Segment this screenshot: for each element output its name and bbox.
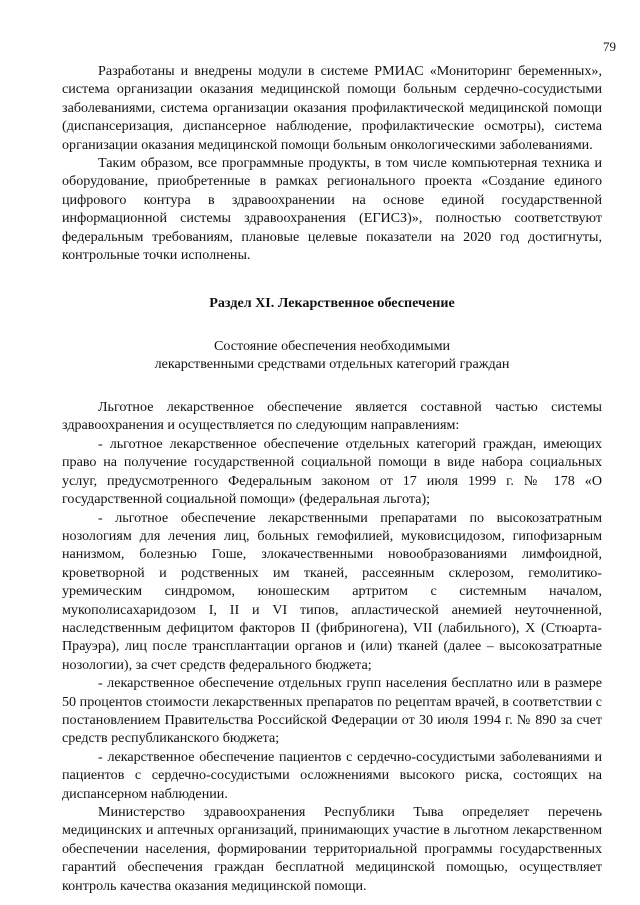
page-number: 79 <box>603 39 616 54</box>
list-item-high-cost-nosologies: - льготное обеспечение лекарственными препаратами по высокозатратным нозологиям для лечения лиц, больных гемофилией, муковисцидозом, гипофизарным нанизмом, болезнью Гоше, злокачественными новообразованиями лимфоидной, кроветворной и родственных им тканей, рассеянным склерозом, гемолитико-уремическим синдромом, юношеским артритом с системным началом, мукополисахаридозом I, II и VI типов, апластической анемией неуточненной, наследственным дефицитом факторов II (фибриногена), VII (лабильного), X (Стюарта-Прауэра), лиц после трансплантации органов и (или) тканей (далее – высокозатратные нозологии), за счет средств федерального бюджета; <box>62 509 602 673</box>
list-item-regional-benefit: - лекарственное обеспечение отдельных групп населения бесплатно или в размере 50 процентов стоимости лекарственных препаратов по рецептам врачей, в соответствии с постановлением Правительства Российской Федерации от 30 июля 1994 г. № 890 за счет средств республиканского бюджета; <box>62 675 602 747</box>
list-item-federal-benefit: - льготное лекарственное обеспечение отдельных категорий граждан, имеющих право на получение государственной социальной помощи в виде набора социальных услуг, предусмотренного Федеральным законом от 17 июля 1999 г. № 178 «О государственной социальной помощи» (федеральная льгота); <box>62 435 602 508</box>
paragraph-ministry: Министерство здравоохранения Республики Тыва определяет перечень медицинских и аптечных организаций, принимающих участие в льготном лекарственном обеспечении населения, формировании территориальной программы государственных гарантий обеспечения граждан бесплатной медицинской помощью, осуществляет контроль качества оказания медицинской помощи. <box>62 804 602 894</box>
subtitle-line-1: Состояние обеспечения необходимыми <box>213 337 451 354</box>
section-title: Раздел XI. Лекарственное обеспечение <box>209 295 455 312</box>
paragraph-intro: Льготное лекарственное обеспечение является составной частью системы здравоохранения и осуществляется по следующим направлениям: <box>62 399 602 434</box>
subtitle-line-2: лекарственными средствами отдельных категорий граждан <box>154 356 510 373</box>
paragraph-summary: Таким образом, все программные продукты, в том числе компьютерная техника и оборудование, приобретенные в рамках регионального проекта «Создание единого цифрового контура в здравоохранении на основе единой государственной информационной системы здравоохранения (ЕГИСЗ)», полностью соответствуют федеральным требованиям, плановые целевые показатели на 2020 год достигнуты, контрольные точки исполнены. <box>62 155 602 264</box>
section-subtitle <box>62 337 602 374</box>
document-body <box>62 62 602 895</box>
list-item-cardiovascular: - лекарственное обеспечение пациентов с сердечно-сосудистыми заболеваниями и пациентов с сердечно-сосудистыми осложнениями высокого риска, состоящих на диспансерном наблюдении. <box>62 748 602 802</box>
paragraph-rmias-modules: Разработаны и внедрены модули в системе РМИАС «Мониторинг беременных», система организации оказания медицинской помощи больным сердечно-сосудистыми заболеваниями, система организации оказания профилактической медицинской помощи (диспансеризация, диспансерное наблюдение, профилактические осмотры), система организации оказания медицинской помощи больным онкологическими заболеваниями. <box>62 63 602 153</box>
